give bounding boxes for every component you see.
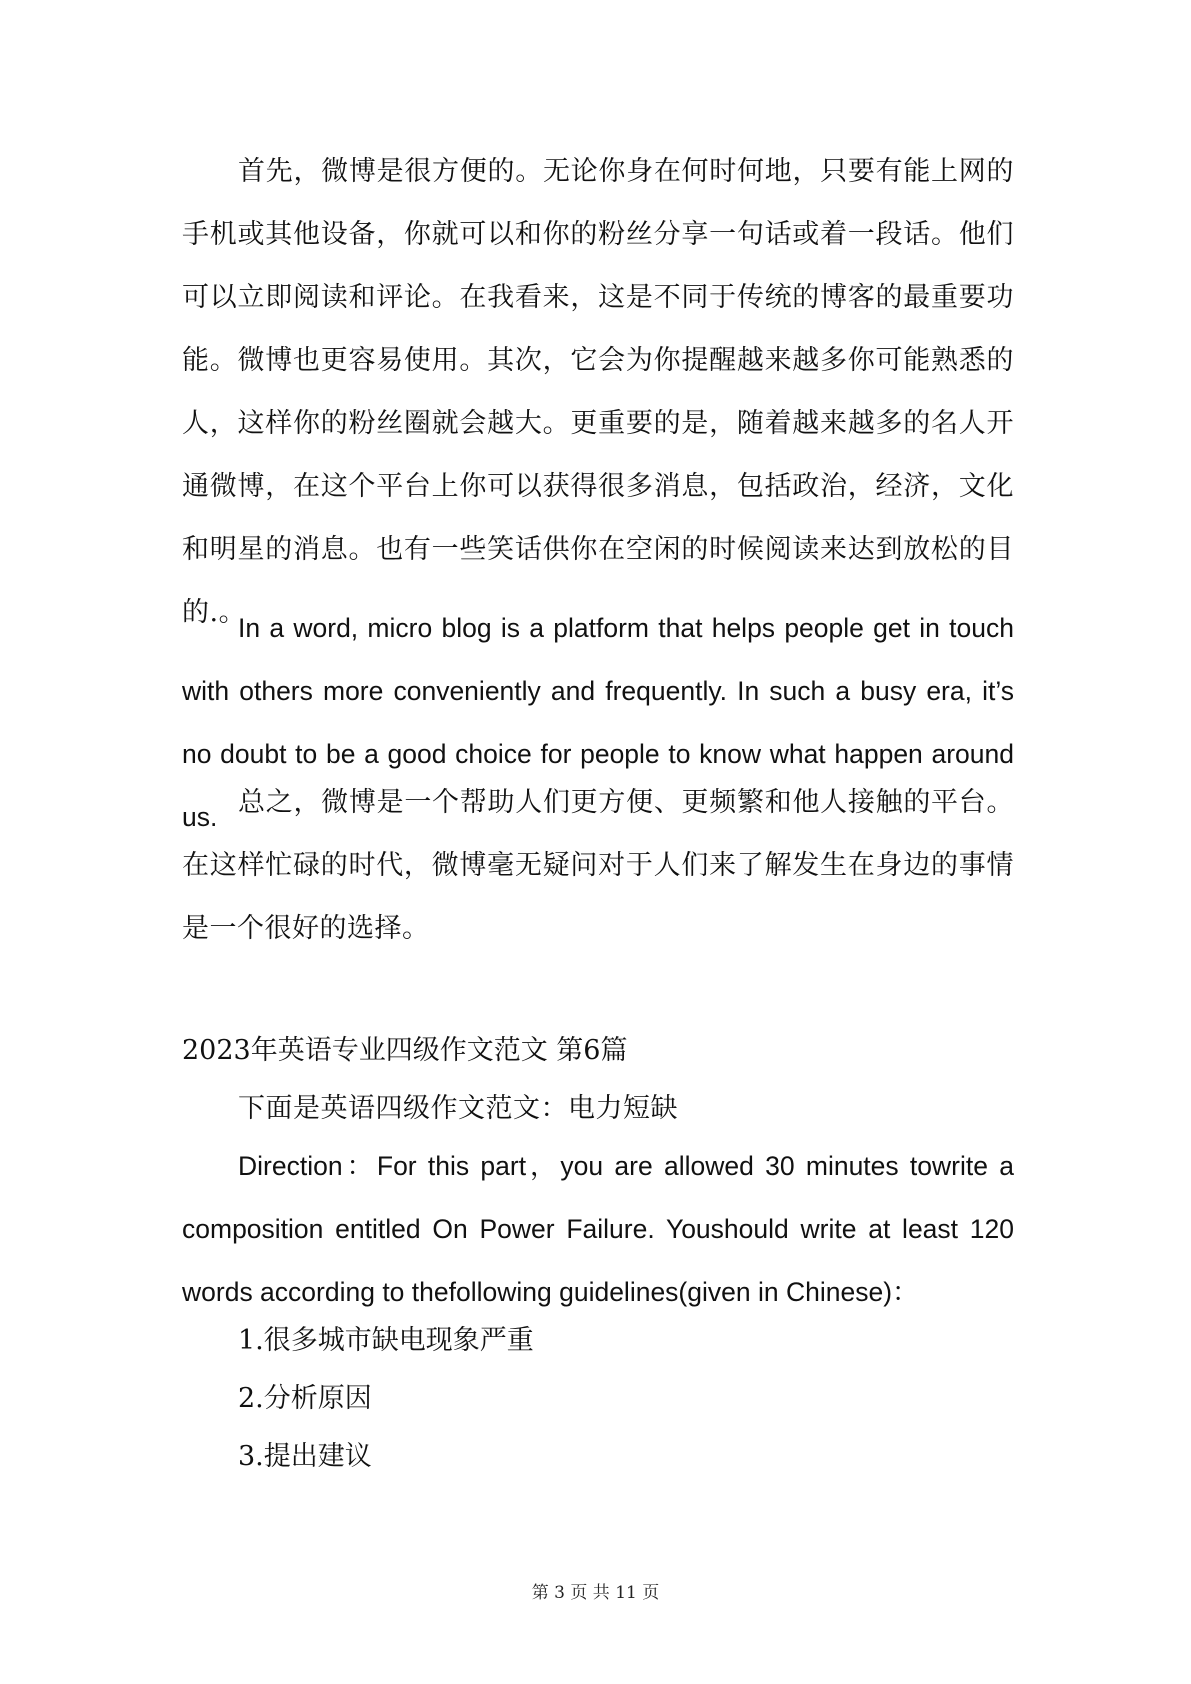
page-footer: 第 3 页 共 11 页 xyxy=(531,1583,660,1603)
list-item-3: 3.提出建议 xyxy=(238,1441,372,1472)
paragraph-english-summary: In a word, micro blog is a platform that helps people get in touch with others more conveniently and frequently. In such a busy era, it’s no doubt to be a good choice for people to know what happen around us. xyxy=(182,613,1014,832)
intro-line: 下面是英语四级作文范文：电力短缺 xyxy=(238,1093,678,1124)
direction-paragraph: Direction：For this part，you are allowed 30 minutes towrite a composition entitled On Power Failure. Youshould write at least 120 words according to thefollowing guidelines(given in Chinese)： xyxy=(182,1151,1014,1307)
paragraph-weibo-convenience: 首先，微博是很方便的。无论你身在何时何地，只要有能上网的手机或其他设备，你就可以和你的粉丝分享一句话或着一段话。他们可以立即阅读和评论。在我看来，这是不同于传统的博客的最重要功能。微博也更容易使用。其次，它会为你提醒越来越多你可能熟悉的人，这样你的粉丝圈就会越大。更重要的是，随着越来越多的名人开通微博，在这个平台上你可以获得很多消息，包括政治，经济，文化和明星的消息。也有一些笑话供你在空闲的时候阅读来达到放松的目的.。 xyxy=(182,156,1014,628)
list-item-2: 2.分析原因 xyxy=(238,1383,372,1414)
list-item-1: 1.很多城市缺电现象严重 xyxy=(238,1325,534,1356)
section-heading: 2023年英语专业四级作文范文 第6篇 xyxy=(182,1035,628,1066)
paragraph-chinese-summary: 总之，微博是一个帮助人们更方便、更频繁和他人接触的平台。在这样忙碌的时代，微博毫无疑问对于人们来了解发生在身边的事情是一个很好的选择。 xyxy=(182,787,1014,944)
